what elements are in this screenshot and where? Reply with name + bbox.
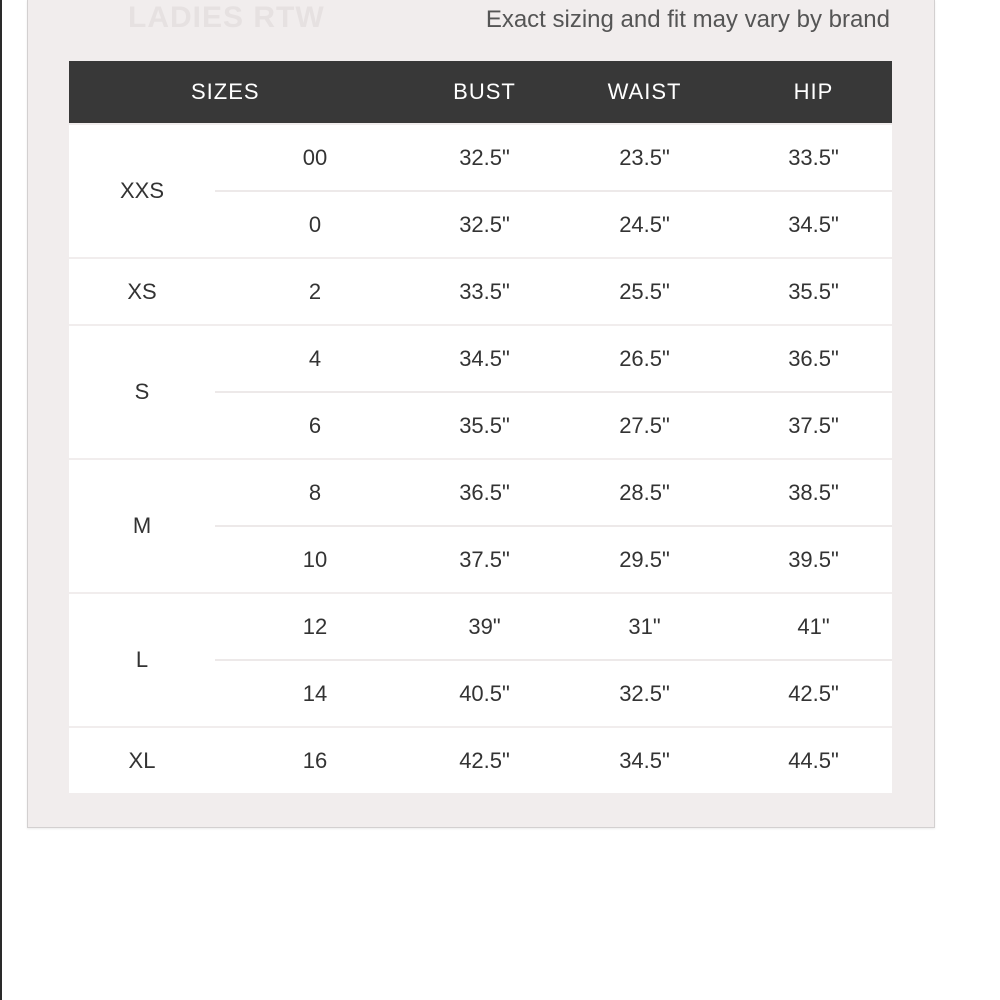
waist-value: 24.5" [554, 191, 735, 258]
size-label: S [69, 325, 215, 459]
size-label: M [69, 459, 215, 593]
waist-value: 31" [554, 593, 735, 660]
size-number: 2 [215, 258, 415, 325]
hip-value: 42.5" [735, 660, 892, 727]
bust-value: 35.5" [415, 392, 554, 459]
bust-value: 36.5" [415, 459, 554, 526]
bust-value: 32.5" [415, 191, 554, 258]
size-number: 10 [215, 526, 415, 593]
hip-value: 34.5" [735, 191, 892, 258]
chart-title-faded: LADIES RTW [128, 1, 325, 34]
size-label: XS [69, 258, 215, 325]
bust-value: 33.5" [415, 258, 554, 325]
bust-value: 42.5" [415, 727, 554, 793]
header-hip: HIP [735, 61, 892, 124]
table-row [69, 325, 892, 392]
bust-value: 39" [415, 593, 554, 660]
hip-value: 33.5" [735, 124, 892, 191]
header-sizes: SIZES [69, 61, 415, 124]
table-row [69, 459, 892, 526]
left-border-line [0, 0, 2, 1000]
table-header-row [69, 61, 892, 124]
size-label: XL [69, 727, 215, 793]
waist-value: 27.5" [554, 392, 735, 459]
size-number: 12 [215, 593, 415, 660]
size-chart-table [69, 61, 892, 793]
size-label: XXS [69, 124, 215, 258]
waist-value: 29.5" [554, 526, 735, 593]
waist-value: 28.5" [554, 459, 735, 526]
bust-value: 40.5" [415, 660, 554, 727]
table-row [69, 593, 892, 660]
size-number: 4 [215, 325, 415, 392]
size-number: 00 [215, 124, 415, 191]
table-row [69, 258, 892, 325]
table-row [69, 727, 892, 793]
hip-value: 35.5" [735, 258, 892, 325]
size-chart-panel [27, 0, 935, 828]
size-number: 16 [215, 727, 415, 793]
header-bust: BUST [415, 61, 554, 124]
waist-value: 32.5" [554, 660, 735, 727]
waist-value: 25.5" [554, 258, 735, 325]
header-waist: WAIST [554, 61, 735, 124]
bust-value: 32.5" [415, 124, 554, 191]
hip-value: 37.5" [735, 392, 892, 459]
waist-value: 23.5" [554, 124, 735, 191]
bust-value: 34.5" [415, 325, 554, 392]
size-number: 6 [215, 392, 415, 459]
hip-value: 41" [735, 593, 892, 660]
hip-value: 38.5" [735, 459, 892, 526]
waist-value: 34.5" [554, 727, 735, 793]
bust-value: 37.5" [415, 526, 554, 593]
table-row [69, 124, 892, 191]
hip-value: 36.5" [735, 325, 892, 392]
size-number: 14 [215, 660, 415, 727]
hip-value: 44.5" [735, 727, 892, 793]
hip-value: 39.5" [735, 526, 892, 593]
fit-disclaimer: Exact sizing and fit may vary by brand [485, 6, 890, 33]
size-number: 8 [215, 459, 415, 526]
waist-value: 26.5" [554, 325, 735, 392]
size-number: 0 [215, 191, 415, 258]
size-label: L [69, 593, 215, 727]
